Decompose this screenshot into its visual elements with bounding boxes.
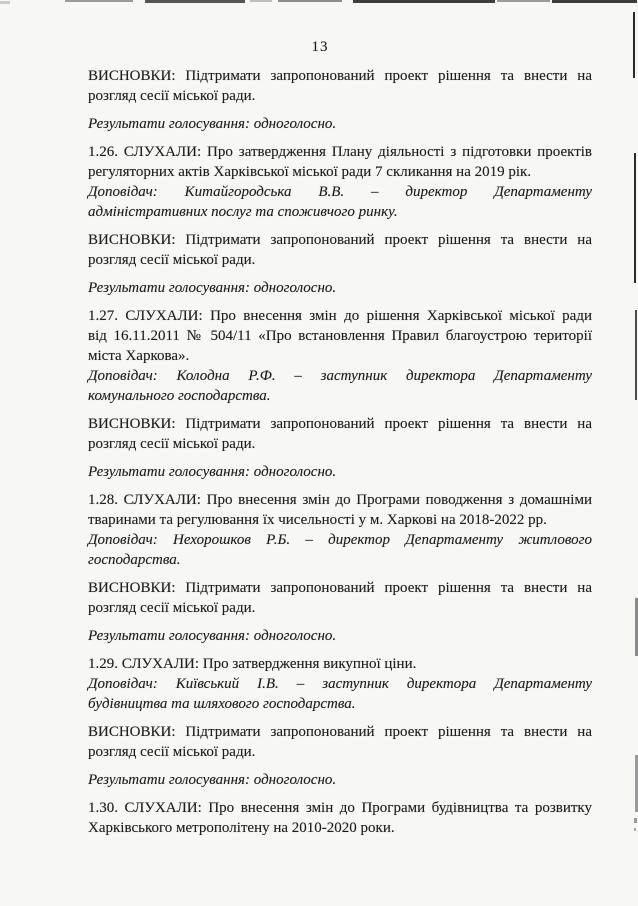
paragraph-voting-result-5 xyxy=(88,770,592,790)
scan-mark-right-edge xyxy=(634,818,637,823)
text-line: адміністративних послуг та споживчого ринку. xyxy=(88,204,398,220)
paragraph-conclusion-2 xyxy=(88,230,592,270)
scan-mark-top-edge xyxy=(497,0,550,2)
scan-mark-right-edge xyxy=(633,12,635,78)
paragraph-conclusion-1 xyxy=(88,66,592,106)
text-line: 1.27. СЛУХАЛИ: Про внесення змін до рішення Харківської міської ради xyxy=(88,308,592,324)
paragraph-speaker-1-26 xyxy=(88,182,592,222)
scan-mark-top-edge xyxy=(0,1,10,4)
text-line: ВИСНОВКИ: Підтримати запропонований проект рішення та внести на xyxy=(88,724,592,740)
paragraph-speaker-1-27 xyxy=(88,366,592,406)
text-line: від 16.11.2011 № 504/11 «Про встановлення Правил благоустрою території xyxy=(88,328,592,344)
text-line: Доповідач: Київський І.В. – заступник директора Департаменту xyxy=(88,676,592,692)
text-line: Результати голосування: одноголосно. xyxy=(88,464,337,480)
paragraph-voting-result-4 xyxy=(88,626,592,646)
scan-mark-top-edge xyxy=(353,0,495,3)
text-line: регуляторних актів Харківської міської ради 7 скликання на 2019 рік. xyxy=(88,164,532,180)
scan-mark-right-edge xyxy=(635,310,637,400)
text-line: 1.30. СЛУХАЛИ: Про внесення змін до Програми будівництва та розвитку xyxy=(88,800,592,816)
page-number: 13 xyxy=(311,39,329,55)
text-line: розгляд сесії міської ради. xyxy=(88,600,256,616)
text-line: Харківського метрополітену на 2010-2020 роки. xyxy=(88,820,395,836)
paragraph-conclusion-5 xyxy=(88,722,592,762)
text-line: розгляд сесії міської ради. xyxy=(88,88,256,104)
text-line: ВИСНОВКИ: Підтримати запропонований проект рішення та внести на xyxy=(88,68,592,84)
text-line: міста Харкова». xyxy=(88,348,190,364)
paragraph-conclusion-3 xyxy=(88,414,592,454)
paragraph-voting-result-3 xyxy=(88,462,592,482)
paragraph-speaker-1-28 xyxy=(88,530,592,570)
paragraph-agenda-item-1-26 xyxy=(88,142,592,182)
text-line: тваринами та регулювання їх чисельності у м. Харкові на 2018-2022 рр. xyxy=(88,512,547,528)
text-line: Результати голосування: одноголосно. xyxy=(88,628,337,644)
text-line: 1.29. СЛУХАЛИ: Про затвердження викупної ціни. xyxy=(88,656,417,672)
text-line: Результати голосування: одноголосно. xyxy=(88,116,337,132)
scan-mark-top-edge xyxy=(278,0,342,2)
paragraph-agenda-item-1-30 xyxy=(88,798,592,838)
text-line: розгляд сесії міської ради. xyxy=(88,436,256,452)
paragraph-agenda-item-1-28 xyxy=(88,490,592,530)
paragraphs xyxy=(88,66,592,838)
paragraph-agenda-item-1-27 xyxy=(88,306,592,366)
text-line: Доповідач: Колодна Р.Ф. – заступник директора Департаменту xyxy=(88,368,592,384)
paragraph-voting-result-1 xyxy=(88,114,592,134)
paragraph-speaker-1-29 xyxy=(88,674,592,714)
text-line: Доповідач: Нехорошков Р.Б. – директор Департаменту житлового xyxy=(88,532,592,548)
scan-mark-top-edge xyxy=(552,0,637,3)
text-line: 1.28. СЛУХАЛИ: Про внесення змін до Програми поводження з домашніми xyxy=(88,492,592,508)
text-line: будівництва та шляхового господарства. xyxy=(88,696,356,712)
text-line: Результати голосування: одноголосно. xyxy=(88,280,337,296)
text-line: ВИСНОВКИ: Підтримати запропонований проект рішення та внести на xyxy=(88,580,592,596)
text-line: розгляд сесії міської ради. xyxy=(88,744,256,760)
scan-mark-top-edge xyxy=(250,0,272,2)
paragraph-conclusion-4 xyxy=(88,578,592,618)
text-line: розгляд сесії міської ради. xyxy=(88,252,256,268)
text-line: 1.26. СЛУХАЛИ: Про затвердження Плану діяльності з підготовки проектів xyxy=(88,144,592,160)
scan-mark-top-edge xyxy=(65,0,133,2)
document-content xyxy=(88,37,592,838)
paragraph-voting-result-2 xyxy=(88,278,592,298)
text-line: ВИСНОВКИ: Підтримати запропонований проект рішення та внести на xyxy=(88,232,592,248)
scan-mark-top-edge xyxy=(145,0,245,3)
text-line: комунального господарства. xyxy=(88,388,271,404)
text-line: Результати голосування: одноголосно. xyxy=(88,772,337,788)
text-line: ВИСНОВКИ: Підтримати запропонований проект рішення та внести на xyxy=(88,416,592,432)
scan-mark-right-edge xyxy=(634,153,636,283)
scan-mark-right-edge xyxy=(634,828,636,831)
text-line: господарства. xyxy=(88,552,181,568)
paragraph-agenda-item-1-29 xyxy=(88,654,592,674)
text-line: Доповідач: Китайгородська В.В. – директор Департаменту xyxy=(88,184,592,200)
